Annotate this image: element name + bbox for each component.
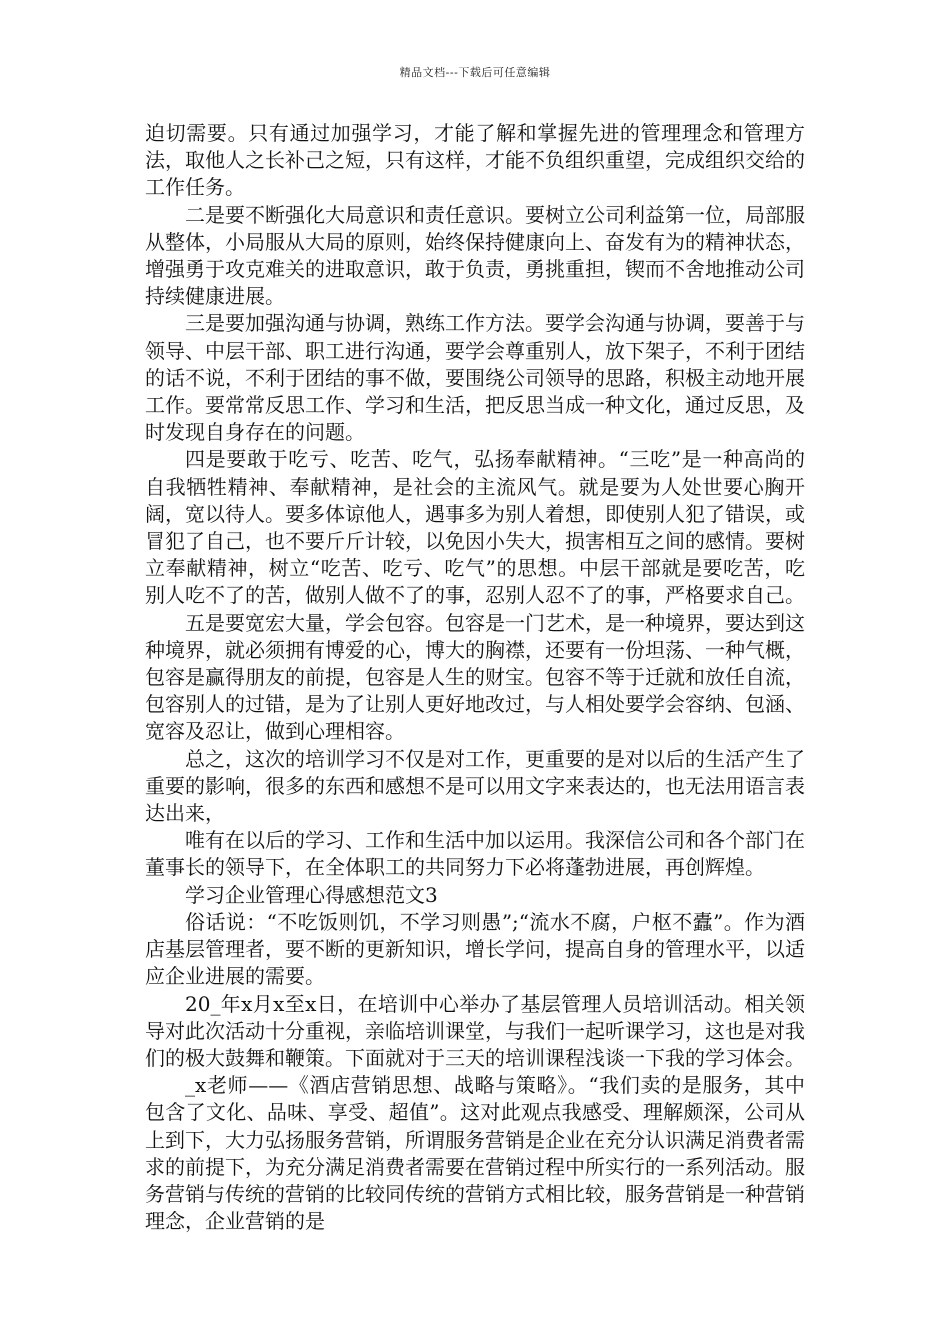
section-title: 学习企业管理心得感想范文3 (185, 882, 438, 907)
paragraph-continued: 迫切需要。只有通过加强学习，才能了解和掌握先进的管理理念和管理方法，取他人之长补己之短，只有这样，才能不负组织重望，完成组织交给的工作任务。 (145, 121, 805, 200)
paragraph-point-three: 三是要加强沟通与协调，熟练工作方法。要学会沟通与协调，要善于与领导、中层干部、职工进行沟通，要学会尊重别人，放下架子，不利于团结的话不说，不利于团结的事不做，要围绕公司领导的思路，积极主动地开展工作。要常常反思工作、学习和生活，把反思当成一种文化，通过反思，及时发现自身存在的问题。 (145, 311, 805, 445)
paragraph-proverb: 俗话说：“不吃饭则饥，不学习则愚”;“流水不腐，户枢不蠹”。作为酒店基层管理者，要不断的更新知识，增长学问，提高自身的管理水平，以适应企业进展的需要。 (145, 909, 805, 989)
paragraph-marketing: _x老师——《酒店营销思想、战略与策略》。“我们卖的是服务，其中包含了文化、品味、享受、超值”。这对此观点我感受、理解颇深，公司从上到下，大力弘扬服务营销，所谓服务营销是企业在充分认识满足消费者需求的前提下，为充分满足消费者需要在营销过程中所实行的一系列活动。服务营销与传统的营销的比较同传统的营销方式相比较，服务营销是一种营销理念，企业营销的是 (145, 1073, 805, 1234)
document-body (145, 120, 805, 1235)
paragraph-point-five: 五是要宽宏大量，学会包容。包容是一门艺术，是一种境界，要达到这种境界，就必须拥有博爱的心，博大的胸襟，还要有一份坦荡、一种气概，包容是赢得朋友的前提，包容是人生的财宝。包容不等于迁就和放任自流，包容别人的过错，是为了让别人更好地改过，与人相处要学会容纳、包涵、宽容及忍让，做到心理相容。 (145, 610, 805, 744)
paragraph-point-four: 四是要敢于吃亏、吃苦、吃气，弘扬奉献精神。“三吃”是一种高尚的自我牺牲精神、奉献精神，是社会的主流风气。就是要为人处世要心胸开阔，宽以待人。要多体谅他人，遇事多为别人着想，即使别人犯了错误，或冒犯了自己，也不要斤斤计较，以免因小失大，损害相互之间的感情。要树立奉献精神，树立“吃苦、吃亏、吃气”的思想。中层干部就是要吃苦，吃别人吃不了的苦，做别人做不了的事，忍别人忍不了的事，严格要求自己。 (145, 447, 805, 608)
paragraph-conclusion: 唯有在以后的学习、工作和生活中加以运用。我深信公司和各个部门在董事长的领导下，在全体职工的共同努力下必将蓬勃进展，再创辉煌。 (145, 828, 805, 880)
paragraph-point-two: 二是要不断强化大局意识和责任意识。要树立公司利益第一位，局部服从整体，小局服从大局的原则，始终保持健康向上、奋发有为的精神状态，增强勇于攻克难关的进取意识，敢于负责，勇挑重担，锲而不舍地推动公司持续健康进展。 (145, 202, 805, 309)
paragraph-summary: 总之，这次的培训学习不仅是对工作，更重要的是对以后的生活产生了重要的影响，很多的东西和感想不是可以用文字来表达的，也无法用语言表达出来， (145, 746, 805, 826)
paragraph-training: 20_年x月x至x日，在培训中心举办了基层管理人员培训活动。相关领导对此次活动十分重视，亲临培训课堂，与我们一起听课学习，这也是对我们的极大鼓舞和鞭策。下面就对于三天的培训课程浅谈一下我的学习体会。 (145, 991, 805, 1070)
page-header: 精品文档---下载后可任意编辑 (399, 66, 551, 79)
